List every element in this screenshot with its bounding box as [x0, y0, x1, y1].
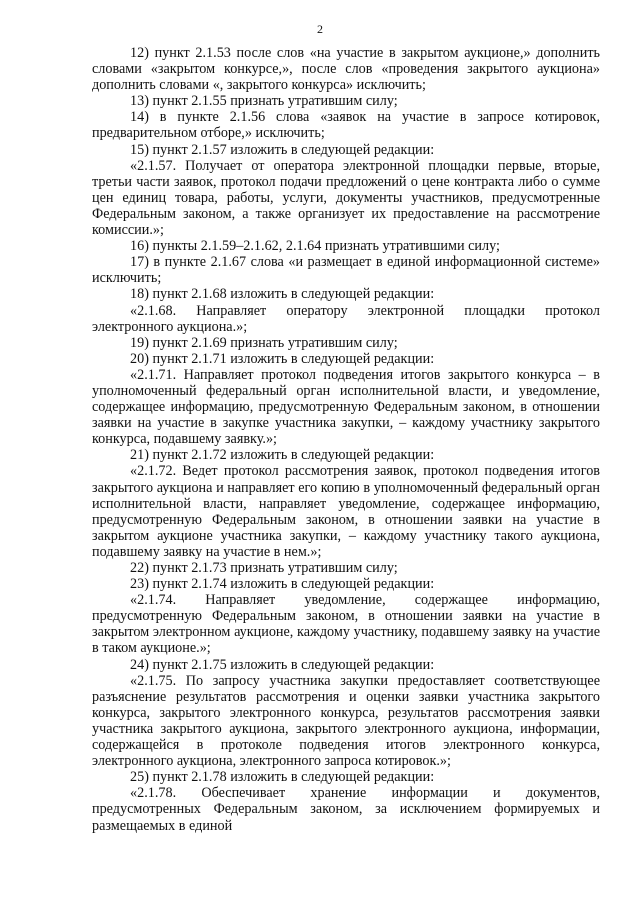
paragraph-item-23: 23) пункт 2.1.74 изложить в следующей редакции:: [130, 576, 435, 593]
paragraph-item-24: 24) пункт 2.1.75 изложить в следующей редакции:: [130, 656, 435, 673]
quote-2-1-57: «2.1.57. Получает от оператора электронной площадки первые, вторые, третьи части заявок, протокол подачи предложений о цене контракта либо о сумме цен единиц товара, работы, услуги, документы участников, предусмотренные Федеральным законом, а также организует их предоставление на рассмотрение комиссии.»;: [92, 157, 600, 239]
paragraph-item-21: 21) пункт 2.1.72 изложить в следующей редакции:: [130, 447, 435, 464]
paragraph-item-18: 18) пункт 2.1.68 изложить в следующей редакции:: [130, 286, 435, 303]
paragraph-item-16: 16) пункты 2.1.59–2.1.62, 2.1.64 признать утратившими силу;: [130, 238, 500, 255]
paragraph-item-15: 15) пункт 2.1.57 изложить в следующей редакции:: [130, 141, 435, 158]
quote-2-1-75: «2.1.75. По запросу участника закупки предоставляет соответствующее разъяснение результатов рассмотрения и оценки заявки участника закрытого конкурса, закрытого электронного конкурса, результатов рассмотрения заявки участника закрытого аукциона, закрытого электронного аукциона, информации, содержащейся в протоколе подведения итогов электронного конкурса, электронного аукциона, электронного запроса котировок.»;: [92, 672, 600, 770]
paragraph-item-25: 25) пункт 2.1.78 изложить в следующей редакции:: [130, 769, 435, 786]
quote-2-1-68: «2.1.68. Направляет оператору электронной площадки протокол электронного аукциона.»;: [92, 302, 600, 335]
document-body: [92, 45, 600, 834]
quote-2-1-78: «2.1.78. Обеспечивает хранение информации и документов, предусмотренных Федеральным законом, за исключением формируемых и размещаемых в единой: [92, 785, 600, 834]
paragraph-item-13: 13) пункт 2.1.55 признать утратившим силу;: [130, 93, 398, 110]
quote-2-1-74: «2.1.74. Направляет уведомление, содержащее информацию, предусмотренную Федеральным законом, в отношении заявки на участие в закрытом электронном аукционе, каждому участнику, подавшему заявку на участие в таком аукционе.»;: [92, 592, 600, 657]
paragraph-item-22: 22) пункт 2.1.73 признать утратившим силу;: [130, 560, 398, 576]
page-number: 2: [317, 22, 323, 36]
paragraph-item-20: 20) пункт 2.1.71 изложить в следующей редакции:: [130, 350, 435, 367]
quote-2-1-72: «2.1.72. Ведет протокол рассмотрения заявок, протокол подведения итогов закрытого аукциона и направляет его копию в уполномоченный федеральный орган исполнительной власти, направляет уведомление, содержащее информацию, предусмотренную Федеральным законом, в отношении заявки на участие в закрытом аукционе участника закупки, – каждому участнику такого аукциона, подавшему заявку на участие в нем.»;: [92, 463, 600, 560]
paragraph-item-12: 12) пункт 2.1.53 после слов «на участие в закрытом аукционе,» дополнить словами «закрытом конкурсе,», после слов «проведения закрытого аукциона» дополнить словами «, закрытого конкурса» исключить;: [92, 45, 600, 94]
quote-2-1-71: «2.1.71. Направляет протокол подведения итогов закрытого конкурса – в уполномоченный федеральный орган исполнительной власти, и уведомление, содержащее информацию, предусмотренную Федеральным законом, в отношении заявки на участие в закупке участника закупки, – каждому участнику закрытого конкурса, подавшему заявку.»;: [92, 366, 600, 448]
paragraph-item-17: 17) в пункте 2.1.67 слова «и размещает в единой информационной системе» исключить;: [92, 254, 600, 287]
paragraph-item-14: 14) в пункте 2.1.56 слова «заявок на участие в запросе котировок, предварительном отборе,» исключить;: [92, 109, 600, 142]
paragraph-item-19: 19) пункт 2.1.69 признать утратившим силу;: [130, 334, 398, 351]
